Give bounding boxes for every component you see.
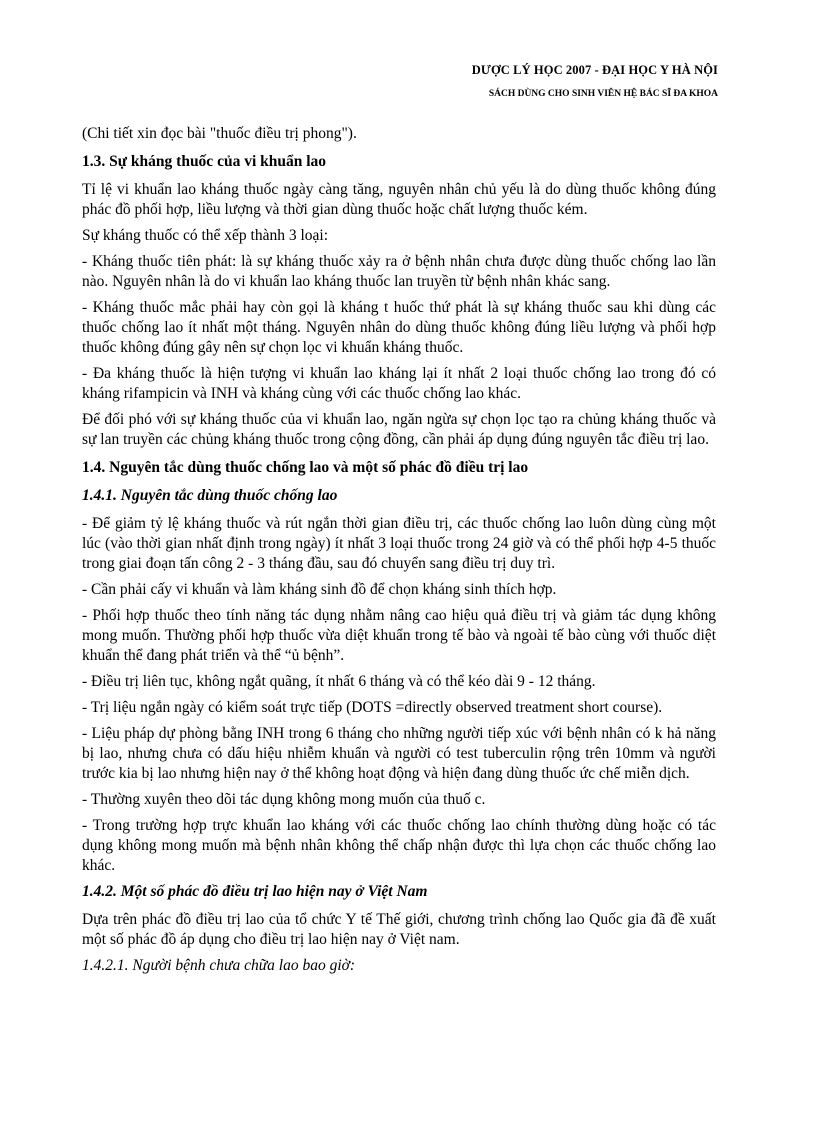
paragraph: - Trị liệu ngắn ngày có kiểm soát trực tiếp (DOTS =directly observed treatment short course). xyxy=(82,699,663,716)
header-title: DƯỢC LÝ HỌC 2007 - ĐẠI HỌC Y HÀ NỘI xyxy=(471,63,718,77)
subsection-heading-1-4-2-1: 1.4.2.1. Người bệnh chưa chữa lao bao giờ: xyxy=(82,957,356,974)
paragraph: Sự kháng thuốc có thể xếp thành 3 loại: xyxy=(82,227,329,244)
page-header xyxy=(472,62,718,100)
paragraph: - Kháng thuốc tiên phát: là sự kháng thuốc xảy ra ở bệnh nhân chưa được dùng thuốc chống lao lần nào. Nguyên nhân là do vi khuẩn lao kháng thuốc lan truyền từ bệnh nhân khác sang. xyxy=(82,253,716,290)
paragraph: Tỉ lệ vi khuẩn lao kháng thuốc ngày càng tăng, nguyên nhân chủ yếu là do dùng thuốc không đúng phác đồ phối hợp, liều lượng và thời gian dùng thuốc hoặc chất lượng thuốc kém. xyxy=(82,181,716,218)
paragraph: - Kháng thuốc mắc phải hay còn gọi là kháng t huốc thứ phát là sự kháng thuốc sau khi dùng các thuốc chống lao ít nhất một tháng. Nguyên nhân do dùng thuốc không đúng liều lượng và phối hợp thuốc không đúng gây nên sự chọn lọc vi khuẩn kháng thuốc. xyxy=(82,299,716,356)
paragraph: - Đa kháng thuốc là hiện tượng vi khuẩn lao kháng lại ít nhất 2 loại thuốc chống lao trong đó có kháng rifampicin và INH và kháng cùng với các thuốc chống lao khác. xyxy=(82,365,716,402)
section-heading-1-4: 1.4. Nguyên tắc dùng thuốc chống lao và một số phác đồ điều trị lao xyxy=(82,459,529,476)
document-body xyxy=(82,124,716,982)
paragraph: - Thường xuyên theo dõi tác dụng không mong muốn của thuố c. xyxy=(82,791,486,808)
intro-paragraph: (Chi tiết xin đọc bài "thuốc điều trị phong"). xyxy=(82,125,357,142)
paragraph: - Trong trường hợp trực khuẩn lao kháng với các thuốc chống lao chính thường dùng hoặc có tác dụng không mong muốn mà bệnh nhân không thể chấp nhận được thì lựa chọn các thuốc chống lao khác. xyxy=(82,817,716,874)
section-heading-1-3: 1.3. Sự kháng thuốc của vi khuẩn lao xyxy=(82,153,327,170)
paragraph: Để đối phó với sự kháng thuốc của vi khuẩn lao, ngăn ngừa sự chọn lọc tạo ra chủng kháng thuốc và sự lan truyền các chủng kháng thuốc trong cộng đồng, cần phải áp dụng đúng nguyên tắc điều trị lao. xyxy=(82,411,716,448)
paragraph: - Phối hợp thuốc theo tính năng tác dụng nhằm nâng cao hiệu quả điều trị và giảm tác dụng không mong muốn. Thường phối hợp thuốc vừa diệt khuẩn trong tế bào và ngoài tế bào cùng với thuốc diệt khuẩn thể đang phát triển và thể “ủ bệnh”. xyxy=(82,607,716,664)
subsection-heading-1-4-2: 1.4.2. Một số phác đồ điều trị lao hiện nay ở Việt Nam xyxy=(82,883,428,900)
subsection-heading-1-4-1: 1.4.1. Nguyên tắc dùng thuốc chống lao xyxy=(82,487,338,504)
paragraph: Dựa trên phác đồ điều trị lao của tổ chức Y tế Thế giới, chương trình chống lao Quốc gia đã đề xuất một số phác đồ áp dụng cho điều trị lao hiện nay ở Việt nam. xyxy=(82,911,716,948)
paragraph: - Cần phải cấy vi khuẩn và làm kháng sinh đồ để chọn kháng sinh thích hợp. xyxy=(82,581,557,598)
paragraph: - Điều trị liên tục, không ngắt quãng, ít nhất 6 tháng và có thể kéo dài 9 - 12 tháng. xyxy=(82,673,596,690)
paragraph: - Để giảm tỷ lệ kháng thuốc và rút ngắn thời gian điều trị, các thuốc chống lao luôn dùng cùng một lúc (vào thời gian nhất định trong ngày) ít nhất 3 loại thuốc trong 24 giờ và có thể phối hợp 4-5 thuốc trong giai đoạn tấn công 2 - 3 tháng đầu, sau đó chuyển sang điều trị duy trì. xyxy=(82,515,716,572)
paragraph: - Liệu pháp dự phòng bằng INH trong 6 tháng cho những người tiếp xúc với bệnh nhân có k hả năng bị lao, nhưng chưa có dấu hiệu nhiễm khuẩn và người có test tuberculin rộng trên 10mm và người trước kia bị lao nhưng hiện nay ở thể không hoạt động và hiện đang dùng thuốc ức chế miễn dịch. xyxy=(82,725,716,782)
header-subtitle: SÁCH DÙNG CHO SINH VIÊN HỆ BÁC SĨ ĐA KHOA xyxy=(488,89,718,99)
